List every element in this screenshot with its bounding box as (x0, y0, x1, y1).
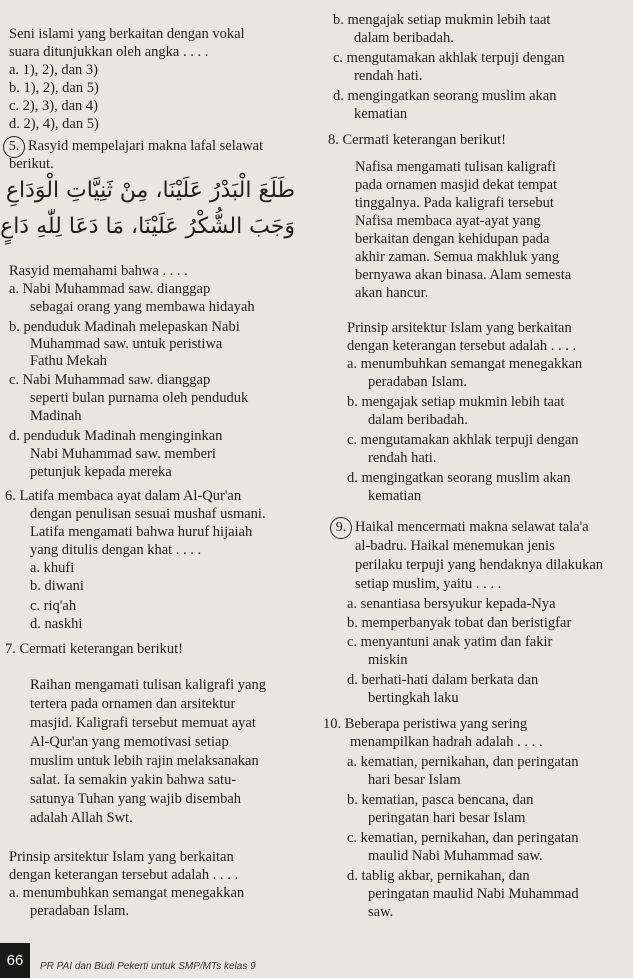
question-8-passage-4: Nafisa membaca ayat-ayat yang (355, 213, 541, 229)
question-9-option-c: c. menyantuni anak yatim dan fakir (347, 634, 553, 650)
question-9-text-3: perilaku terpuji yang hendaknya dilakukan (355, 557, 604, 573)
question-6-option-d: d. naskhi (30, 616, 83, 632)
question-7-passage-6: salat. Ia semakin yakin bahwa satu- (30, 772, 237, 788)
question-6-text-3: Latifa mengamati bahwa huruf hijaiah (30, 524, 253, 540)
question-9-option-d: d. berhati-hati dalam berkata dan (347, 672, 539, 688)
question-7-passage-2: tertera pada ornamen dan arsitektur (30, 696, 236, 712)
question-5-option-a: a. Nabi Muhammad saw. dianggap (9, 281, 211, 297)
question-8-passage-6: akhir zaman. Semua makhluk yang (355, 249, 560, 265)
top-option-b-2: dalam beribadah. (354, 30, 454, 46)
top-option-b: b. mengajak setiap mukmin lebih taat (333, 12, 551, 28)
question-10-text: 10. Beberapa peristiwa yang sering (323, 716, 528, 732)
question-8-option-d-2: kematian (368, 488, 422, 504)
question-9-number: 9. (330, 517, 352, 539)
question-5-option-c: c. Nabi Muhammad saw. dianggap (9, 372, 211, 388)
question-7-passage-5: muslim untuk lebih rajin melaksanakan (30, 753, 259, 769)
question-8-option-a: a. menumbuhkan semangat menegakkan (347, 356, 583, 372)
question-5-option-b-2: Muhammad saw. untuk peristiwa (30, 336, 223, 352)
question-5-option-c-3: Madinah (30, 408, 82, 424)
question-7-text: 7. Cermati keterangan berikut! (5, 641, 183, 657)
question-8-passage-7: bernyawa akan binasa. Alam semesta (355, 267, 572, 283)
question-5-option-d: d. penduduk Madinah menginginkan (9, 428, 223, 444)
question-8-option-a-2: peradaban Islam. (368, 374, 468, 390)
question-5-option-b: b. penduduk Madinah melepaskan Nabi (9, 319, 240, 335)
question-6-option-c: c. riq'ah (30, 598, 77, 614)
question-9-text-2: al-badru. Haikal menemukan jenis (355, 538, 555, 554)
question-10-option-d-2: peringatan maulid Nabi Muhammad (368, 886, 579, 902)
top-option-d-2: kematian (354, 106, 408, 122)
question-5-text-2: berikut. (9, 156, 54, 172)
question-10-option-c-2: maulid Nabi Muhammad saw. (368, 848, 543, 864)
question-5-option-c-2: seperti bulan purnama oleh penduduk (30, 390, 249, 406)
question-6-text: 6. Latifa membaca ayat dalam Al-Qur'an (5, 488, 242, 504)
question-7-stem: Prinsip arsitektur Islam yang berkaitan (9, 849, 234, 865)
question-7-passage-8: adalah Allah Swt. (30, 810, 133, 826)
question-5-stem: Rasyid memahami bahwa . . . . (9, 263, 188, 279)
question-8-passage-3: tinggalnya. Pada kaligrafi tersebut (355, 195, 554, 211)
question-8-option-c: c. mengutamakan akhlak terpuji dengan (347, 432, 579, 448)
question-10-option-b-2: peringatan hari besar Islam (368, 810, 526, 826)
question-8-option-b-2: dalam beribadah. (368, 412, 468, 428)
question-9-option-b: b. memperbanyak tobat dan beristigfar (347, 615, 572, 631)
question-5-number: 5. (3, 136, 25, 158)
question-8-option-d: d. mengingatkan seorang muslim akan (347, 470, 571, 486)
question-5-option-b-3: Fathu Mekah (30, 353, 107, 369)
question-9-option-c-2: miskin (368, 652, 408, 668)
question-7-passage-1: Raihan mengamati tulisan kaligrafi yang (30, 677, 266, 693)
question-8-option-c-2: rendah hati. (368, 450, 437, 466)
question-8-text: 8. Cermati keterangan berikut! (328, 132, 506, 148)
intro-text: Seni islami yang berkaitan dengan vokal (9, 26, 245, 42)
question-5-option-a-2: sebagai orang yang membawa hidayah (30, 299, 255, 315)
question-9-option-a: a. senantiasa bersyukur kepada-Nya (347, 596, 556, 612)
question-5-option-d-3: petunjuk kepada mereka (30, 464, 172, 480)
top-option-d: d. mengingatkan seorang muslim akan (333, 88, 557, 104)
question-6-option-b: b. diwani (30, 578, 84, 594)
book-title: PR PAI dan Budi Pekerti untuk SMP/MTs kelas 9 (40, 961, 256, 972)
arabic-verse-2: وَجَبَ الشُّكْرُ عَلَيْنَا، مَا دَعَا لِلّٰهِ دَاعٍ (0, 214, 295, 239)
option-d: d. 2), 4), dan 5) (9, 116, 99, 132)
question-8-stem-2: dengan keterangan tersebut adalah . . . . (347, 338, 577, 354)
question-5-option-d-2: Nabi Muhammad saw. memberi (30, 446, 216, 462)
page-number: 66 (0, 943, 30, 978)
question-8-stem: Prinsip arsitektur Islam yang berkaitan (347, 320, 572, 336)
option-b: b. 1), 2), dan 5) (9, 80, 99, 96)
question-8-passage-1: Nafisa mengamati tulisan kaligrafi (355, 159, 556, 175)
option-c: c. 2), 3), dan 4) (9, 98, 98, 114)
question-9-text-4: setiap muslim, yaitu . . . . (355, 576, 502, 592)
question-9-text: Haikal mencermati makna selawat tala'a (355, 519, 589, 535)
question-10-text-2: menampilkan hadrah adalah . . . . (350, 734, 543, 750)
question-7-option-a-2: peradaban Islam. (30, 903, 130, 919)
question-6-option-a: a. khufi (30, 560, 75, 576)
arabic-verse-1: طَلَعَ الْبَدْرُ عَلَيْنَا، مِنْ ثَنِيَّاتِ الْوَدَاعِ (5, 178, 295, 203)
question-8-passage-8: akan hancur. (355, 285, 429, 301)
question-7-passage-3: masjid. Kaligrafi tersebut memuat ayat (30, 715, 256, 731)
option-a: a. 1), 2), dan 3) (9, 62, 98, 78)
question-8-option-b: b. mengajak setiap mukmin lebih taat (347, 394, 565, 410)
question-8-passage-5: berkaitan dengan kehidupan pada (355, 231, 550, 247)
question-7-passage-7: satunya Tuhan yang wajib disembah (30, 791, 242, 807)
question-10-option-c: c. kematian, pernikahan, dan peringatan (347, 830, 579, 846)
question-8-passage-2: pada ornamen masjid dekat tempat (355, 177, 558, 193)
top-option-c: c. mengutamakan akhlak terpuji dengan (333, 50, 565, 66)
question-6-text-2: dengan penulisan sesuai mushaf usmani. (30, 506, 266, 522)
question-10-option-d: d. tablig akbar, pernikahan, dan (347, 868, 530, 884)
question-10-option-a: a. kematian, pernikahan, dan peringatan (347, 754, 579, 770)
question-10-option-a-2: hari besar Islam (368, 772, 461, 788)
question-7-option-a: a. menumbuhkan semangat menegakkan (9, 885, 245, 901)
question-7-stem-2: dengan keterangan tersebut adalah . . . . (9, 867, 239, 883)
intro-text-2: suara ditunjukkan oleh angka . . . . (9, 44, 209, 60)
question-9-option-d-2: bertingkah laku (368, 690, 459, 706)
top-option-c-2: rendah hati. (354, 68, 423, 84)
question-10-option-d-3: saw. (368, 904, 394, 920)
question-7-passage-4: Al-Qur'an yang memotivasi setiap (30, 734, 229, 750)
question-6-text-4: yang ditulis dengan khat . . . . (30, 542, 202, 558)
question-10-option-b: b. kematian, pasca bencana, dan (347, 792, 534, 808)
question-5-text: Rasyid mempelajari makna lafal selawat (28, 138, 264, 154)
